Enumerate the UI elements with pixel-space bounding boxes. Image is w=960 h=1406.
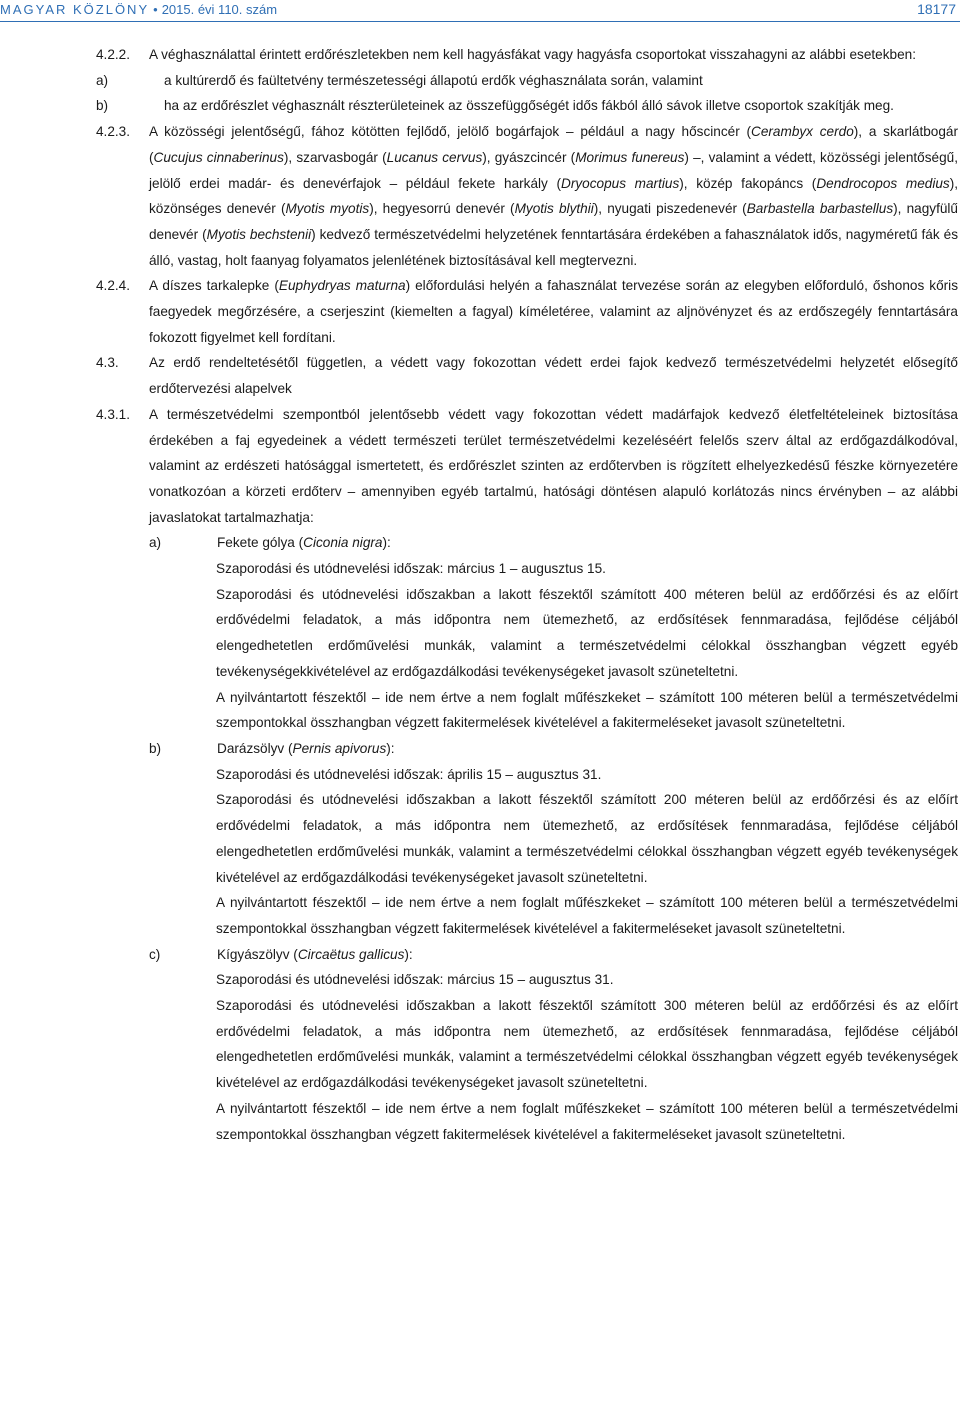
species-heading bbox=[149, 736, 958, 762]
list-item-a bbox=[96, 68, 958, 94]
list-letter: c) bbox=[149, 946, 161, 962]
list-item-b bbox=[96, 93, 958, 119]
page-header bbox=[0, 0, 960, 22]
restriction-zone-2: A nyilvántartott fészektől – ide nem értve a nem foglalt műfészkeket – számított 100 méteren belül a természetvédelmi szempontokkal összhangban végzett fakitermelések kivételével a fakitermeléseket javasolt szüneteltetni. bbox=[216, 689, 958, 731]
species-b bbox=[96, 736, 958, 942]
species-c bbox=[96, 942, 958, 1148]
section-text: A közösségi jelentőségű, fához kötötten fejlődő, jelölő bogárfajok – például a nagy hőscincér (Cerambyx cerdo), a skarlátbogár (Cucujus cinnaberinus), szarvasbogár (Lucanus cervus), gyászcincér (Morimus funereus) –, valamint a védett, közösségi jelentőségű, jelölő erdei madár- és denevérfajok – például fekete harkály (Dryocopus martius), közép fakopáncs (Dendrocopos medius), közönséges denevér (Myotis myotis), hegyesorrú denevér (Myotis blythii), nyugati piszedenevér (Barbastella barbastellus), nagyfülű denevér (Myotis bechstenii) kedvező természetvédelmi helyzetének fenntartására érdekében a fahasználatok idős, nagyméretű fák és álló, vastag, holt faanyag folyamatos jelenlétének biztosításával kell megtervezni. bbox=[149, 124, 959, 268]
restriction-zone-2: A nyilvántartott fészektől – ide nem értve a nem foglalt műfészkeket – számított 100 méteren belül a természetvédelmi szempontokkal összhangban végzett fakitermelések kivételével a fakitermeléseket javasolt szüneteltetni. bbox=[216, 1100, 958, 1142]
restriction-zone-1: Szaporodási és utódnevelési időszakban a lakott fészektől számított 300 méteren belül az erdőőrzési és az előírt erdővédelmi feladatok, a más időpontra nem ütemezhető, az erdősítések fennmaradása, fejlődése céljából elengedhetetlen erdőművelési munkák, valamint a természetvédelmi célokkal összhangban végzett egyéb tevékenységek kivételével az erdőgazdálkodási tevékenységeket javasolt szüneteltetni. bbox=[216, 998, 958, 1091]
section-text: A természetvédelmi szempontból jelentősebb védett vagy fokozottan védett madárfajok kedvező életfeltételeinek biztosítása érdekében a faj egyedeinek a védett természeti terület természetvédelmi kezeléséért felelős szerv által az erdőgazdálkodóval, valamint az erdészeti hatósággal ismertetett, és erdőrészlet szinten az erdőtervben is rögzített elhelyezkedésű fészke környezetére vonatkozóan a körzeti erdőterv – amennyiben egyéb tartalmú, hatósági döntésen alapuló korlátozás nincs érvényben – az alábbi javaslatokat tartalmazhatja: bbox=[149, 406, 958, 525]
section-text: A díszes tarkalepke (Euphydryas maturna) előfordulási helyén a fahasználat tervezése során az elegyben előforduló, őshonos kőris faegyedek megőrzésére, a cserjeszint (kiemelten a fagyal) kíméletéree, valamint az aljnövényzet és az erdőszegély fenntartására fokozott figyelmet kell fordítani. bbox=[149, 278, 958, 345]
list-letter: b) bbox=[149, 740, 162, 756]
section-number: 4.2.2. bbox=[96, 47, 131, 62]
section-number: 4.3.1. bbox=[96, 406, 131, 422]
header-divider bbox=[0, 21, 960, 22]
species-a bbox=[96, 530, 958, 736]
document-body bbox=[96, 42, 958, 1147]
breeding-period: Szaporodási és utódnevelési időszak: március 1 – augusztus 15. bbox=[216, 561, 606, 577]
list-text: a kultúrerdő és faültetvény természetességi állapotú erdők véghasználata során, valamint bbox=[164, 72, 703, 88]
list-letter: a) bbox=[96, 72, 109, 88]
species-heading bbox=[149, 530, 958, 556]
breeding-period: Szaporodási és utódnevelési időszak: április 15 – augusztus 31. bbox=[216, 766, 602, 782]
issue-label: 2015. évi 110. szám bbox=[161, 2, 278, 17]
species-name: Kígyászölyv (Circaëtus gallicus): bbox=[217, 946, 413, 962]
list-letter: b) bbox=[96, 98, 109, 114]
restriction-zone-2: A nyilvántartott fészektől – ide nem értve a nem foglalt műfészkeket – számított 100 méteren belül a természetvédelmi szempontokkal összhangban végzett fakitermelések kivételével a fakitermeléseket javasolt szüneteltetni. bbox=[216, 895, 958, 936]
species-heading bbox=[149, 942, 958, 968]
list-letter: a) bbox=[149, 535, 162, 551]
section-text: A véghasználattal érintett erdőrészletekben nem kell hagyásfákat vagy hagyásfa csoportokat visszahagyni az alábbi esetekben: bbox=[149, 47, 916, 62]
species-name: Fekete gólya (Ciconia nigra): bbox=[217, 535, 391, 551]
section-number: 4.3. bbox=[96, 355, 119, 371]
section-4-2-2 bbox=[96, 42, 958, 68]
journal-title bbox=[0, 2, 277, 17]
page-number: 18177 bbox=[917, 1, 956, 17]
section-text: Az erdő rendeltetésétől független, a védett vagy fokozottan védett erdei fajok kedvező természetvédelmi helyzetét elősegítő erdőtervezési alapelvek bbox=[149, 355, 958, 397]
breeding-period: Szaporodási és utódnevelési időszak: március 15 – augusztus 31. bbox=[216, 972, 614, 988]
section-4-2-3 bbox=[96, 119, 958, 273]
restriction-zone-1: Szaporodási és utódnevelési időszakban a lakott fészektől számított 200 méteren belül az erdőőrzési és az előírt erdővédelmi feladatok, a más időpontra nem ütemezhető, az erdősítések fennmaradása, fejlődése céljából elengedhetetlen erdőművelési munkák, valamint a természetvédelmi célokkal összhangban végzett egyéb tevékenységek kivételével az erdőgazdálkodási tevékenységeket javasolt szüneteltetni. bbox=[216, 792, 958, 885]
section-4-3-1 bbox=[96, 402, 958, 531]
list-text: ha az erdőrészlet véghasznált részterületeinek az összefüggőségét idős fákból álló sávok illetve csoportok szakítják meg. bbox=[164, 98, 894, 114]
species-name: Darázsölyv (Pernis apivorus): bbox=[217, 740, 395, 756]
section-4-2-4 bbox=[96, 273, 958, 350]
section-number: 4.2.4. bbox=[96, 278, 131, 294]
section-4-3 bbox=[96, 350, 958, 401]
header-separator: • bbox=[153, 2, 158, 17]
journal-name: MAGYAR KÖZLÖNY bbox=[0, 2, 150, 17]
section-number: 4.2.3. bbox=[96, 124, 131, 140]
restriction-zone-1: Szaporodási és utódnevelési időszakban a lakott fészektől számított 400 méteren belül az erdőőrzési és az előírt erdővédelmi feladatok, a más időpontra nem ütemezhető, az erdősítések fennmaradása, fejlődése céljából elengedhetetlen erdőművelési munkák, valamint a természetvédelmi célokkal összhangban végzett egyéb tevékenységekkivételével az erdőgazdálkodási tevékenységeket javasolt szüneteltetni. bbox=[216, 586, 958, 679]
